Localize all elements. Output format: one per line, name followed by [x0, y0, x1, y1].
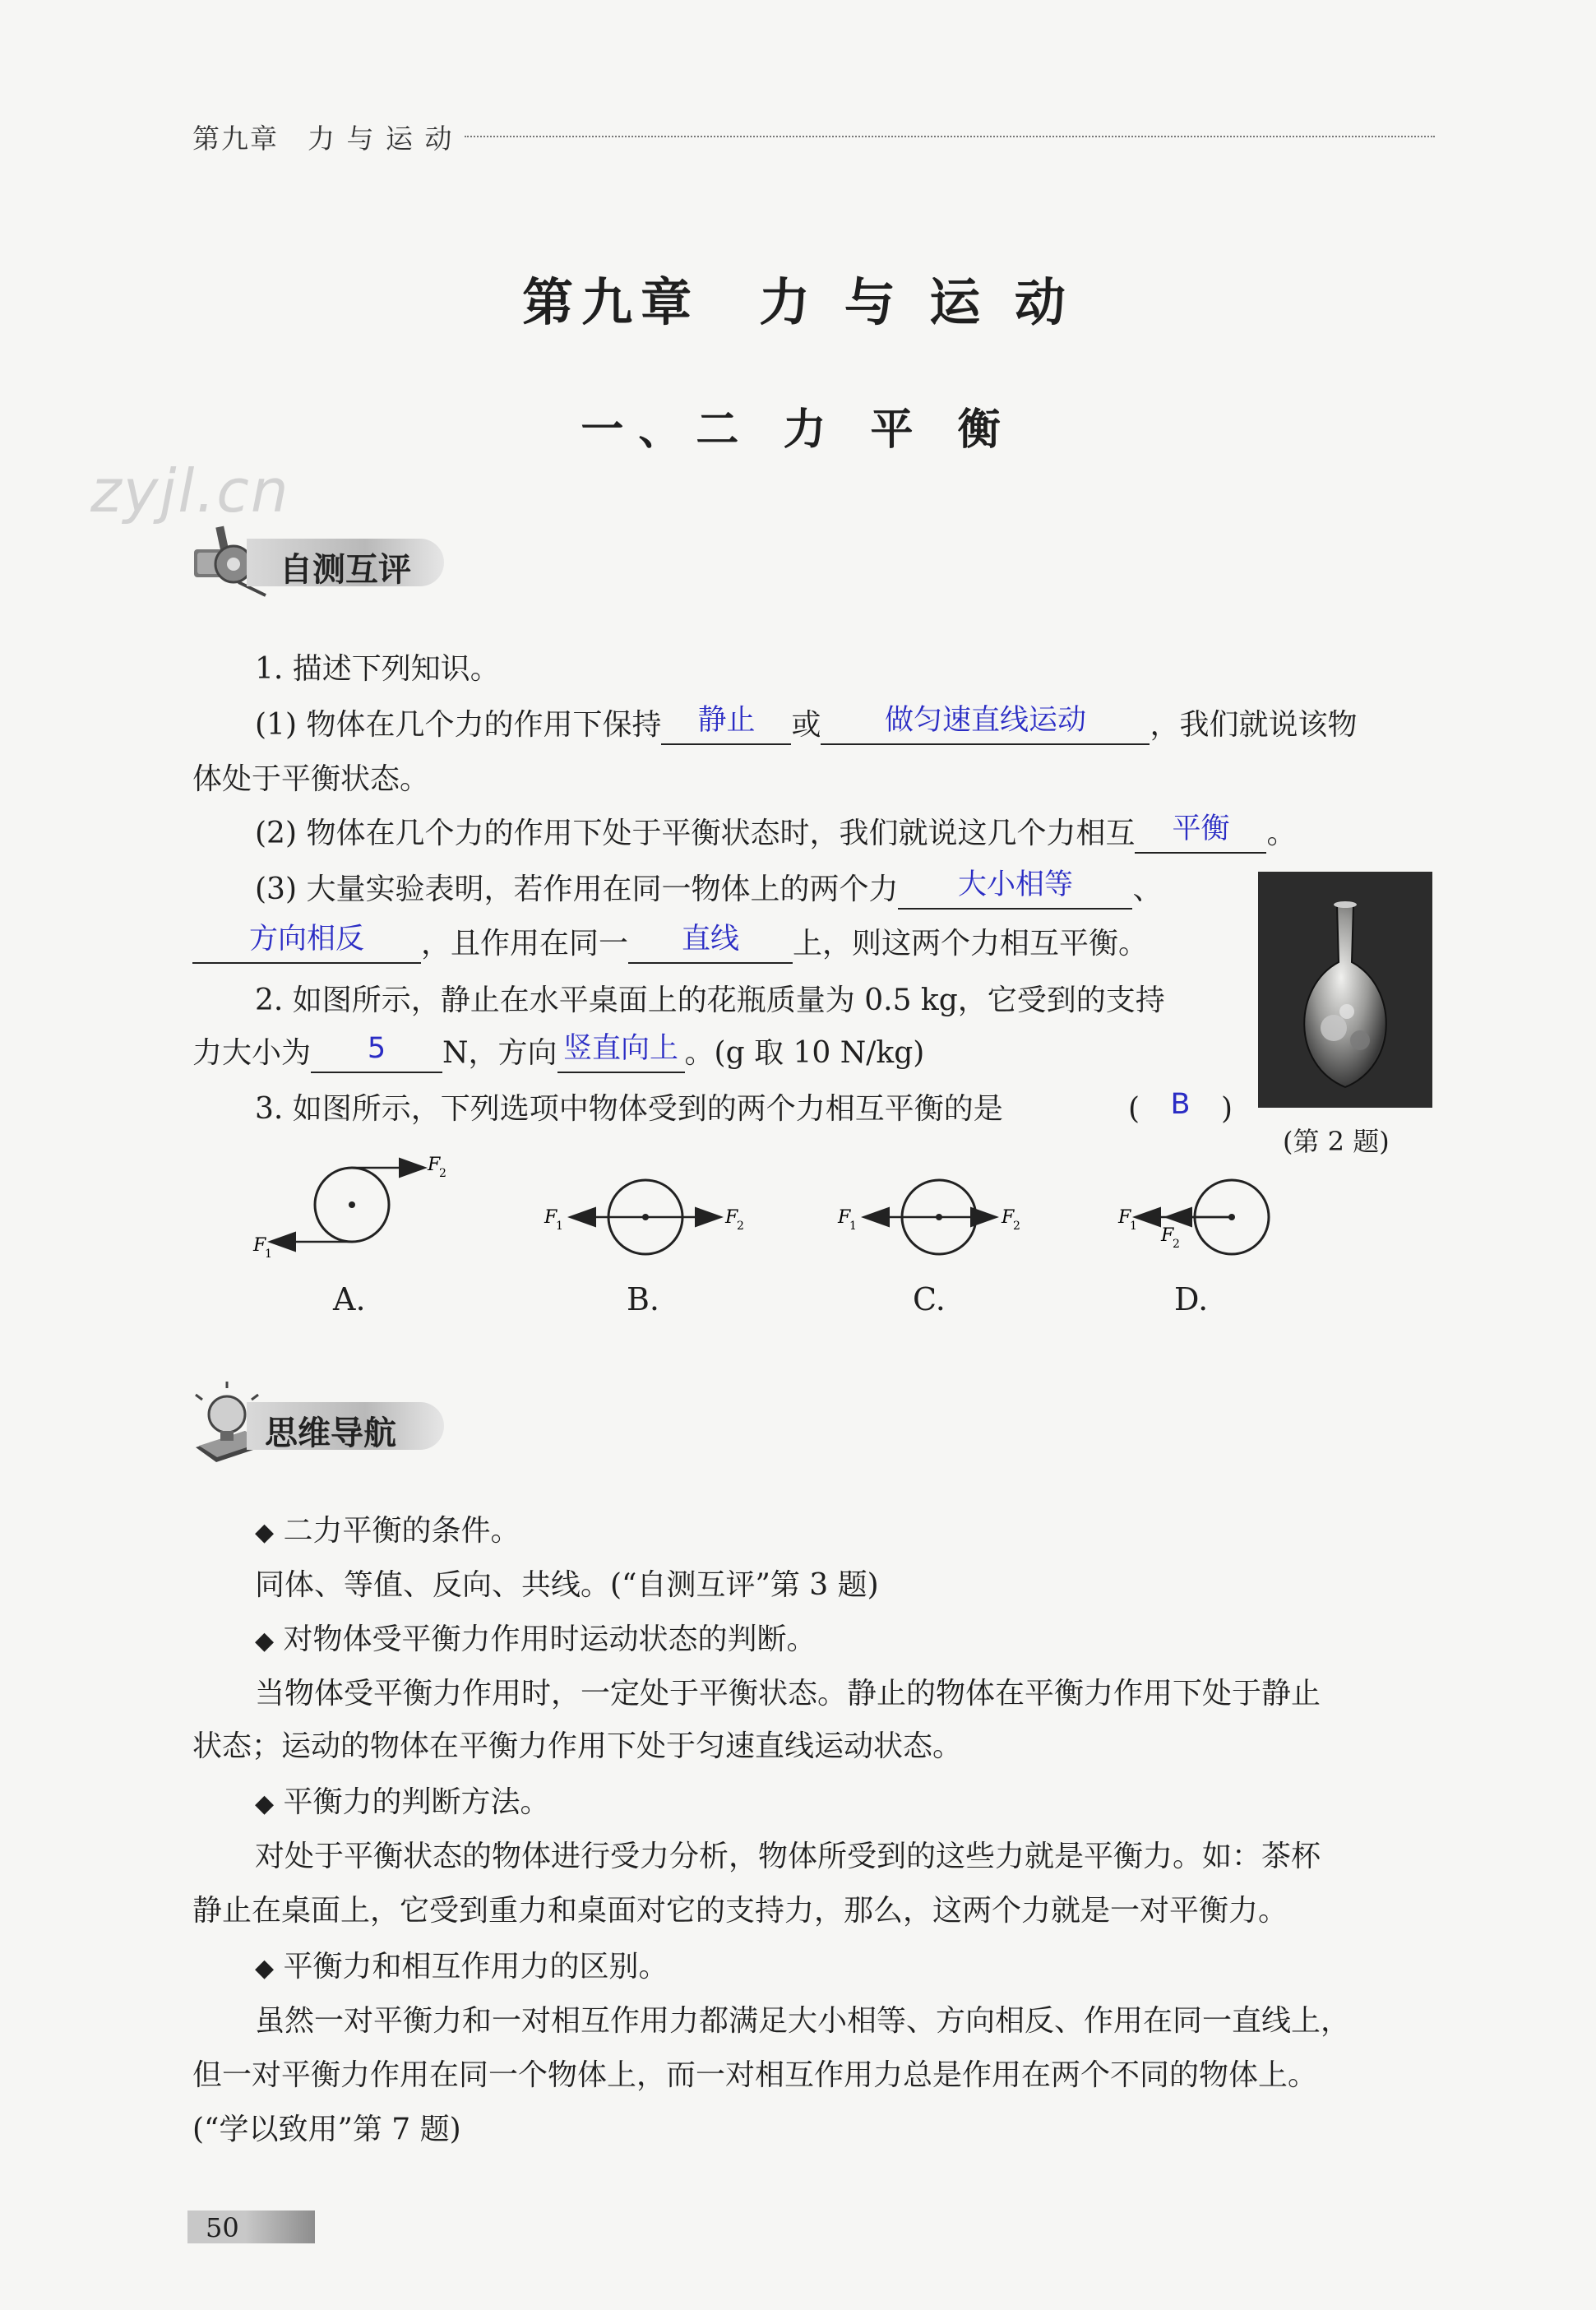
option-b-label: B.	[627, 1281, 660, 1317]
q1-p1-blank2	[821, 706, 1150, 745]
q1-p1-text-c: ，我们就说该物	[1150, 708, 1358, 742]
q1-p2-blank	[1135, 814, 1266, 854]
vase-image	[1258, 872, 1432, 1108]
option-d-f2-sub: 2	[1173, 1238, 1180, 1251]
option-c-diagram	[837, 1180, 1020, 1254]
q1-p3-answer3: 直线	[682, 923, 740, 956]
option-a-label: A.	[333, 1281, 366, 1317]
nav-t4a: 虽然一对平衡力和一对相互作用力都满足大小相等、方向相反、作用在同一直线上，	[255, 2004, 1351, 2038]
mind-nav-label: 思维导航	[265, 1414, 396, 1452]
option-d-f1-sub: 1	[1130, 1220, 1137, 1233]
option-a-f2-sub: 2	[439, 1167, 446, 1180]
section-title: 一、二 力 平 衡	[581, 405, 1015, 455]
q1-p3-text-a: (3) 大量实验表明，若作用在同一物体上的两个力	[255, 873, 899, 906]
chapter-title: 第九章 力 与 运 动	[522, 272, 1074, 332]
option-d-f2-label: F	[1161, 1225, 1174, 1246]
nav-t3a: 对处于平衡状态的物体进行受力分析，物体所受到的这些力就是平衡力。如：茶杯	[255, 1840, 1321, 1873]
option-b-f1-sub: 1	[556, 1220, 563, 1233]
option-a-f1-label: F	[253, 1235, 266, 1256]
q1-p3-blank3	[628, 924, 793, 964]
q2-text-c: N，方向	[442, 1036, 557, 1070]
q1-p1-blank1	[661, 706, 791, 745]
nav-point-4	[255, 1947, 668, 1988]
nav-point-1	[255, 1511, 520, 1553]
self-test-banner	[247, 539, 444, 589]
self-test-label: 自测互评	[280, 551, 411, 589]
q3-text: 3. 如图所示，下列选项中物体受到的两个力相互平衡的是	[255, 1092, 1003, 1126]
q1-part3-cont	[192, 924, 1148, 964]
q1-p3-answer1: 大小相等	[957, 868, 1073, 901]
q1-p2-answer: 平衡	[1172, 812, 1230, 845]
q1-p3-text-d: 上，则这两个力相互平衡。	[793, 927, 1149, 961]
nav-t1: 同体、等值、反向、共线。(“自测互评”第 3 题)	[255, 1568, 879, 1602]
option-c-label: C.	[913, 1281, 946, 1317]
q3-answer-bracket	[1128, 1090, 1233, 1129]
option-b-f2-label: F	[725, 1207, 738, 1228]
q2-line2	[192, 1034, 924, 1073]
diamond-bullet-icon: ◆	[255, 1789, 275, 1818]
q2-line1: 2. 如图所示，静止在水平桌面上的花瓶质量为 0.5 kg，它受到的支持	[255, 984, 1165, 1017]
nav-t2b: 状态；运动的物体在平衡力作用下处于匀速直线运动状态。	[192, 1729, 963, 1763]
page-number-tab	[187, 2210, 315, 2243]
q1-p3-blank2	[192, 924, 421, 964]
running-head: 第九章 力 与 运 动	[192, 123, 454, 155]
q1-part3	[255, 870, 1162, 910]
q2-answer1: 5	[367, 1032, 386, 1065]
q2-answer2: 竖直向上	[563, 1032, 679, 1065]
q1-intro: 1. 描述下列知识。	[255, 652, 500, 686]
q1-part1-cont: 体处于平衡状态。	[192, 762, 430, 796]
diamond-bullet-icon: ◆	[255, 1954, 275, 1983]
q1-p1-text-b: 或	[791, 708, 821, 742]
q3-bracket-open: (	[1128, 1092, 1140, 1126]
option-d-label: D.	[1174, 1281, 1209, 1317]
option-c-f1-sub: 1	[849, 1220, 857, 1233]
q1-p2-text-a: (2) 物体在几个力的作用下处于平衡状态时，我们就说这几个力相互	[255, 817, 1136, 850]
q1-p1-text-a: (1) 物体在几个力的作用下保持	[255, 708, 662, 742]
q1-part2	[255, 814, 1296, 854]
option-c-f1-label: F	[838, 1207, 851, 1228]
diamond-bullet-icon: ◆	[255, 1518, 275, 1547]
q1-p3-answer2: 方向相反	[248, 923, 364, 956]
q3-bracket-close: )	[1220, 1092, 1233, 1126]
nav-point-3	[255, 1783, 550, 1824]
q2-blank2	[557, 1034, 685, 1073]
nav-b2: 对物体受平衡力作用时运动状态的判断。	[283, 1623, 817, 1656]
q2-text-d: 。(g 取 10 N/kg)	[684, 1036, 925, 1070]
q1-p3-text-c: ，且作用在同一	[421, 927, 629, 961]
diamond-bullet-icon: ◆	[255, 1627, 275, 1655]
page-number: 50	[206, 2212, 239, 2243]
option-b-f1-label: F	[544, 1207, 557, 1228]
option-d-f1-label: F	[1118, 1207, 1131, 1228]
nav-b1: 二力平衡的条件。	[283, 1514, 520, 1548]
force-diagrams	[238, 1147, 1307, 1279]
nav-t4b: 但一对平衡力作用在同一个物体上，而一对相互作用力总是作用在两个不同的物体上。	[192, 2058, 1318, 2092]
q3-answer: B	[1170, 1088, 1191, 1121]
nav-point-2	[255, 1620, 817, 1661]
nav-t3b: 静止在桌面上，它受到重力和桌面对它的支持力，那么，这两个力就是一对平衡力。	[192, 1894, 1288, 1928]
option-d-diagram	[1117, 1180, 1269, 1254]
option-b-f2-sub: 2	[737, 1220, 744, 1233]
nav-t2a: 当物体受平衡力作用时，一定处于平衡状态。静止的物体在平衡力作用下处于静止	[255, 1677, 1321, 1711]
option-a-f2-label: F	[428, 1155, 441, 1175]
option-b-diagram	[544, 1180, 744, 1254]
option-a-f1-sub: 1	[265, 1248, 272, 1261]
q1-p1-answer2: 做匀速直线运动	[884, 704, 1086, 737]
option-c-f2-label: F	[1002, 1207, 1015, 1228]
photo-caption: (第 2 题)	[1283, 1126, 1390, 1157]
q1-p3-text-b: 、	[1132, 873, 1163, 906]
option-a-diagram	[252, 1155, 446, 1261]
q1-p3-blank1	[898, 870, 1132, 910]
option-c-f2-sub: 2	[1013, 1220, 1020, 1233]
nav-t4c: (“学以致用”第 7 题)	[192, 2113, 461, 2146]
nav-b3: 平衡力的判断方法。	[283, 1785, 550, 1819]
nav-b4: 平衡力和相互作用力的区别。	[283, 1950, 668, 1984]
watermark: zyjl.cn	[90, 456, 290, 525]
q2-blank1	[311, 1034, 442, 1073]
vase-photo	[1258, 872, 1432, 1108]
q1-p1-answer1: 静止	[697, 704, 756, 737]
q1-part1	[255, 706, 1357, 745]
q1-p2-text-b: 。	[1266, 817, 1297, 850]
mind-nav-banner	[247, 1402, 444, 1450]
header-divider	[465, 136, 1435, 137]
q2-text-b: 力大小为	[192, 1036, 312, 1070]
